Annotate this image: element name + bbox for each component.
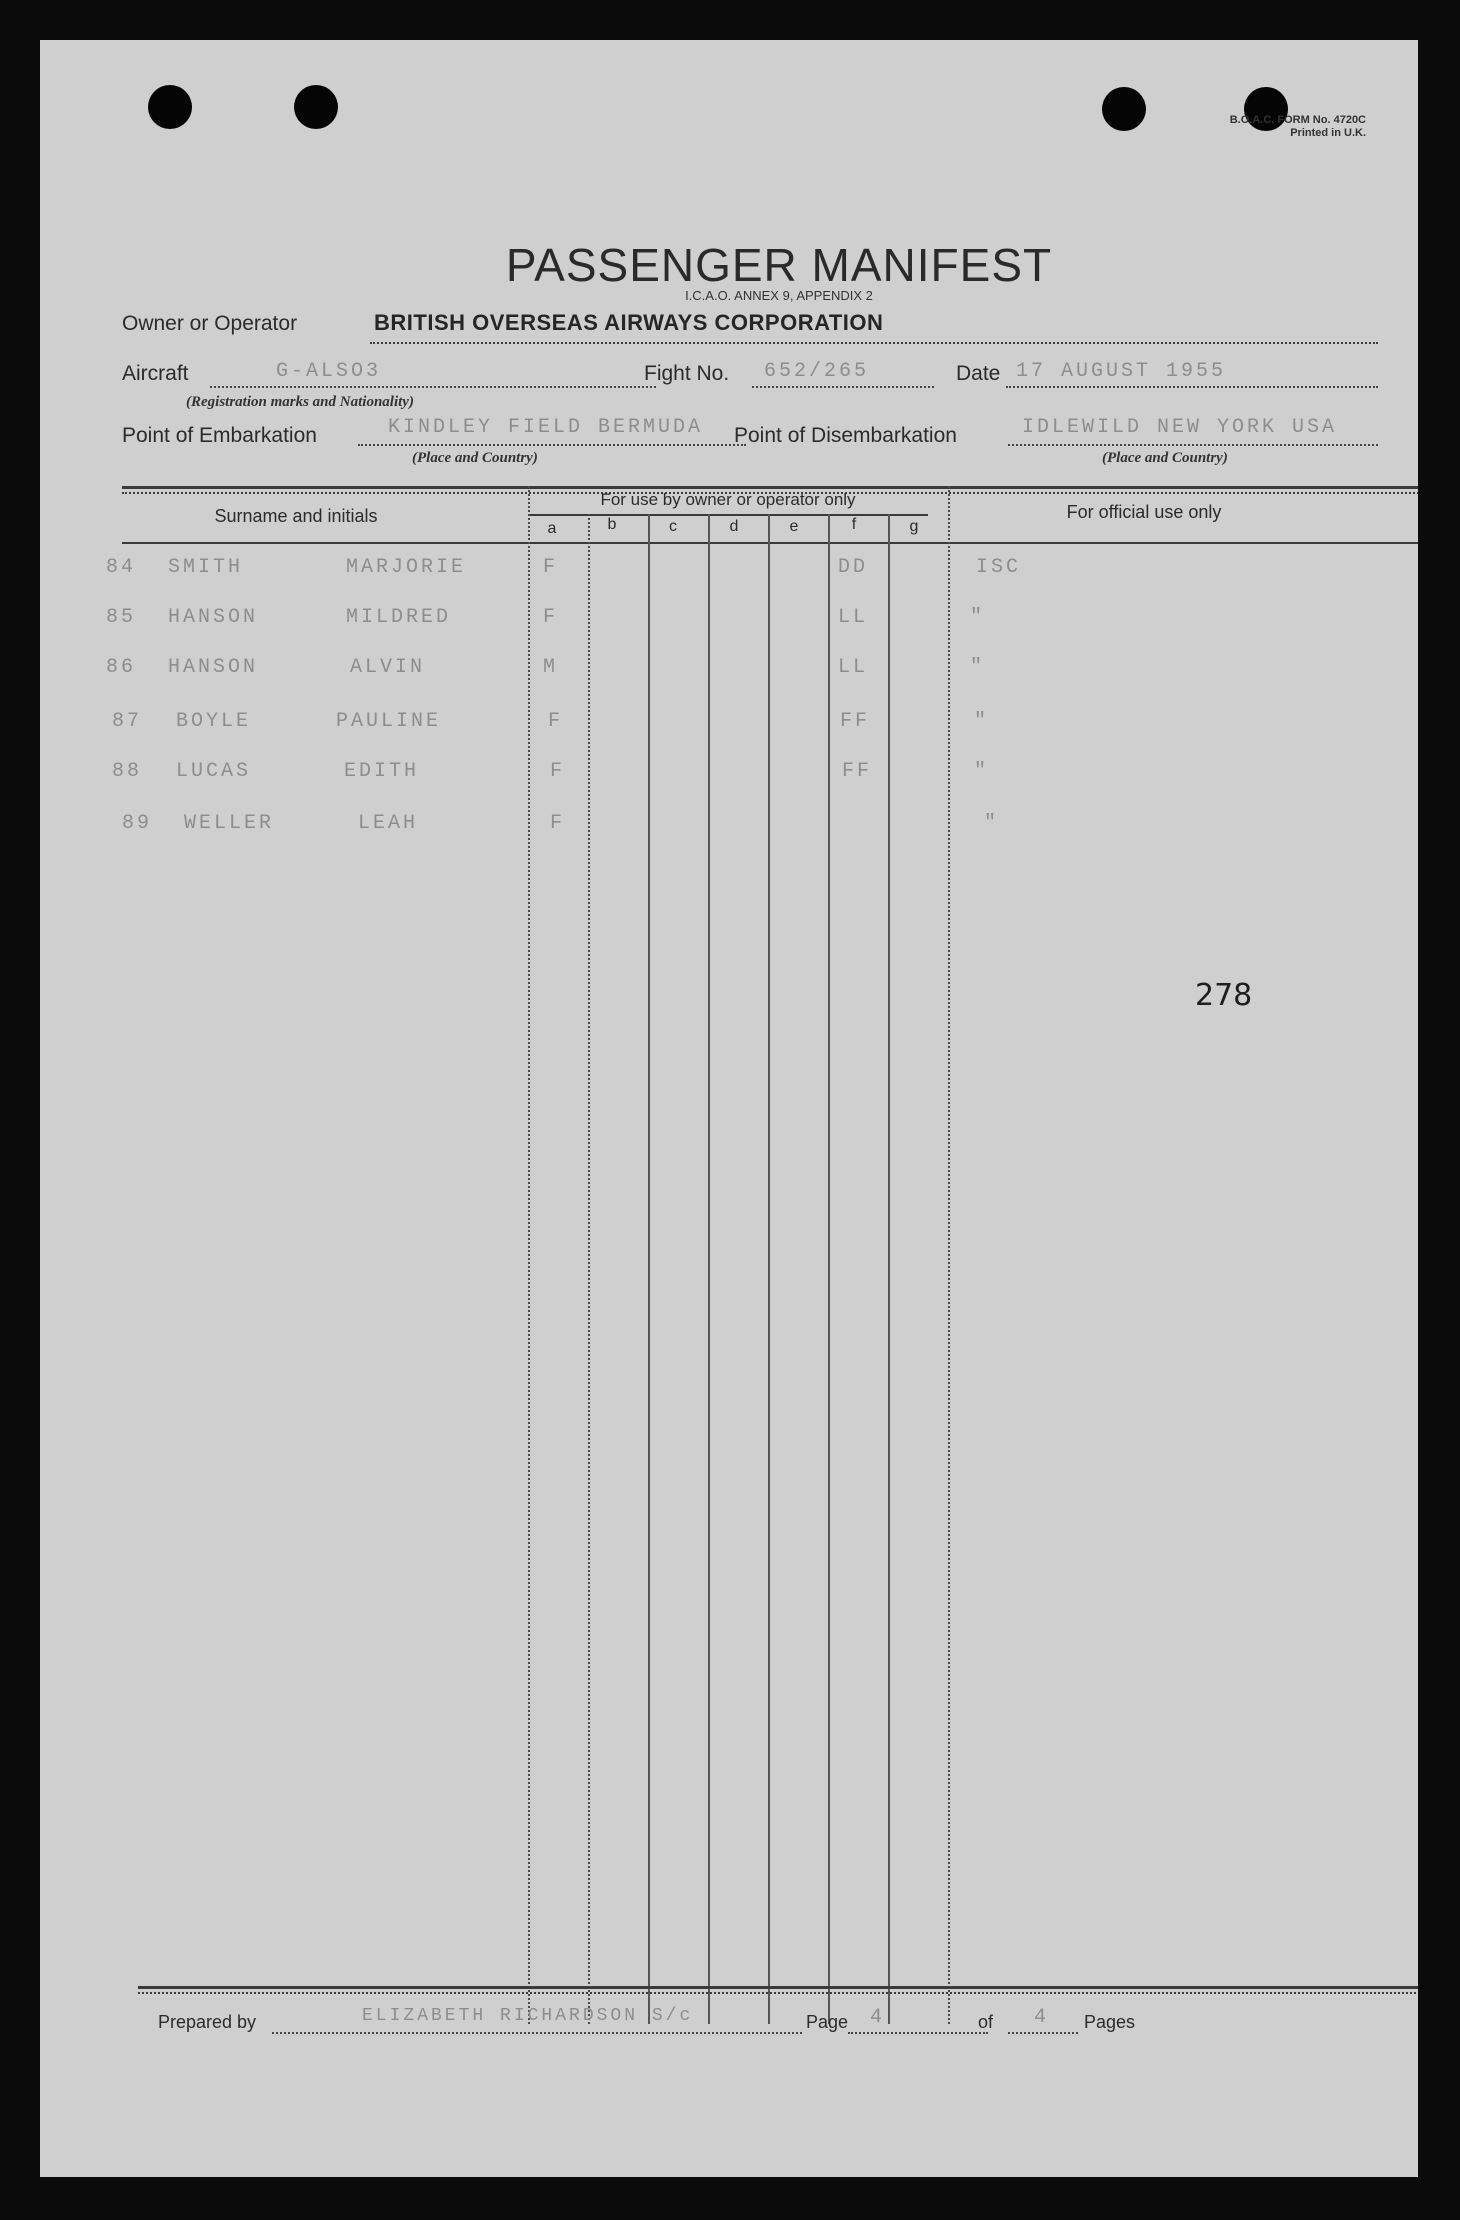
operator-header: For use by owner or operator only — [600, 490, 856, 509]
disembarkation-note: (Place and Country) — [1102, 450, 1228, 466]
embarkation-label: Point of Embarkation — [122, 424, 317, 447]
official-header: For official use only — [1066, 502, 1222, 522]
table-top-rule — [122, 486, 1418, 489]
col-f-header: f — [851, 516, 857, 533]
row-col-a: F — [550, 760, 566, 783]
row-number: 87 — [112, 710, 143, 733]
punch-hole — [1102, 87, 1146, 131]
punch-hole — [148, 85, 192, 129]
of-value: 4 — [1034, 2006, 1050, 2029]
aircraft-label: Aircraft — [122, 362, 189, 385]
owner-underline — [370, 342, 1378, 344]
date-value: 17 AUGUST 1955 — [1016, 360, 1227, 383]
table-row — [40, 656, 1418, 686]
embarkation-note: (Place and Country) — [412, 450, 538, 466]
pages-label: Pages — [1084, 2012, 1136, 2032]
row-first-name: ALVIN — [350, 656, 426, 679]
table-row — [40, 606, 1418, 636]
row-first-name: PAULINE — [336, 710, 442, 733]
aircraft-underline — [210, 386, 656, 388]
aircraft-note: (Registration marks and Nationality) — [186, 394, 414, 410]
column-rule — [768, 514, 770, 2024]
table-row — [40, 556, 1418, 586]
table-header-bottom-rule — [122, 542, 1418, 544]
printed-in-line: Printed in U.K. — [1290, 127, 1366, 139]
flight-label: Fight No. — [644, 362, 730, 385]
disembarkation-underline — [1008, 444, 1378, 446]
row-surname: HANSON — [168, 656, 259, 679]
page-underline — [848, 2032, 988, 2034]
prepared-by-underline — [272, 2032, 802, 2034]
table-row — [40, 710, 1418, 740]
row-first-name: MARJORIE — [346, 556, 467, 579]
row-col-a: F — [543, 606, 559, 629]
row-col-f: FF — [842, 760, 873, 783]
row-official: " — [974, 710, 990, 733]
page-subtitle: I.C.A.O. ANNEX 9, APPENDIX 2 — [685, 288, 873, 303]
page-title: PASSENGER MANIFEST — [505, 239, 1053, 291]
owner-value: BRITISH OVERSEAS AIRWAYS CORPORATION — [374, 310, 884, 335]
row-col-a: F — [548, 710, 564, 733]
punch-hole — [294, 85, 338, 129]
owner-label: Owner or Operator — [122, 312, 298, 335]
column-rule — [588, 514, 590, 2024]
row-first-name: EDITH — [344, 760, 420, 783]
row-col-a: F — [543, 556, 559, 579]
row-official: " — [970, 606, 986, 629]
row-official: " — [984, 812, 1000, 835]
of-label: of — [978, 2012, 994, 2032]
row-surname: SMITH — [168, 556, 244, 579]
aircraft-value: G-ALSO3 — [276, 360, 382, 383]
surname-header: Surname and initials — [214, 506, 378, 526]
row-col-a: F — [550, 812, 566, 835]
row-col-f: DD — [838, 556, 869, 579]
col-g-header: g — [909, 518, 919, 535]
row-first-name: LEAH — [358, 812, 419, 835]
col-c-header: c — [669, 518, 677, 535]
row-surname: WELLER — [184, 812, 275, 835]
row-first-name: MILDRED — [346, 606, 452, 629]
table-row — [40, 812, 1418, 842]
date-underline — [1006, 386, 1378, 388]
row-number: 85 — [106, 606, 137, 629]
disembarkation-value: IDLEWILD NEW YORK USA — [1022, 416, 1338, 439]
row-col-f: FF — [840, 710, 871, 733]
row-number: 84 — [106, 556, 137, 579]
form-number — [1216, 114, 1366, 140]
of-underline — [1008, 2032, 1078, 2034]
row-official: " — [970, 656, 986, 679]
row-surname: BOYLE — [176, 710, 252, 733]
row-col-a: M — [543, 656, 559, 679]
col-a-header: a — [547, 520, 557, 537]
disembarkation-label: Point of Disembarkation — [734, 424, 957, 447]
page-value: 4 — [870, 2006, 886, 2029]
flight-underline — [752, 386, 934, 388]
column-rule — [648, 514, 650, 2024]
row-number: 88 — [112, 760, 143, 783]
prepared-by-value: ELIZABETH RICHARDSON S/c — [362, 2006, 694, 2026]
column-rule — [828, 514, 830, 2024]
prepared-by-label: Prepared by — [158, 2012, 257, 2032]
row-surname: HANSON — [168, 606, 259, 629]
footer-rule-secondary — [138, 1992, 1418, 1994]
col-e-header: e — [789, 518, 799, 535]
page-label: Page — [806, 2012, 849, 2032]
flight-value: 652/265 — [764, 360, 870, 383]
col-b-header: b — [607, 516, 617, 533]
manifest-sheet — [40, 40, 1418, 2177]
row-official: " — [974, 760, 990, 783]
footer-rule — [138, 1986, 1418, 1989]
date-label: Date — [956, 362, 1001, 385]
row-number: 86 — [106, 656, 137, 679]
table-row — [40, 760, 1418, 790]
embarkation-underline — [358, 444, 746, 446]
row-official: ISC — [976, 556, 1022, 579]
row-surname: LUCAS — [176, 760, 252, 783]
stamp-number: 278 — [1195, 978, 1253, 1013]
column-rule — [708, 514, 710, 2024]
column-rule — [888, 514, 890, 2024]
row-col-f: LL — [838, 606, 869, 629]
form-number-line: B.O.A.C. FORM No. 4720C — [1229, 114, 1366, 126]
row-number: 89 — [122, 812, 153, 835]
col-d-header: d — [729, 518, 739, 535]
embarkation-value: KINDLEY FIELD BERMUDA — [388, 416, 704, 439]
row-col-f: LL — [838, 656, 869, 679]
